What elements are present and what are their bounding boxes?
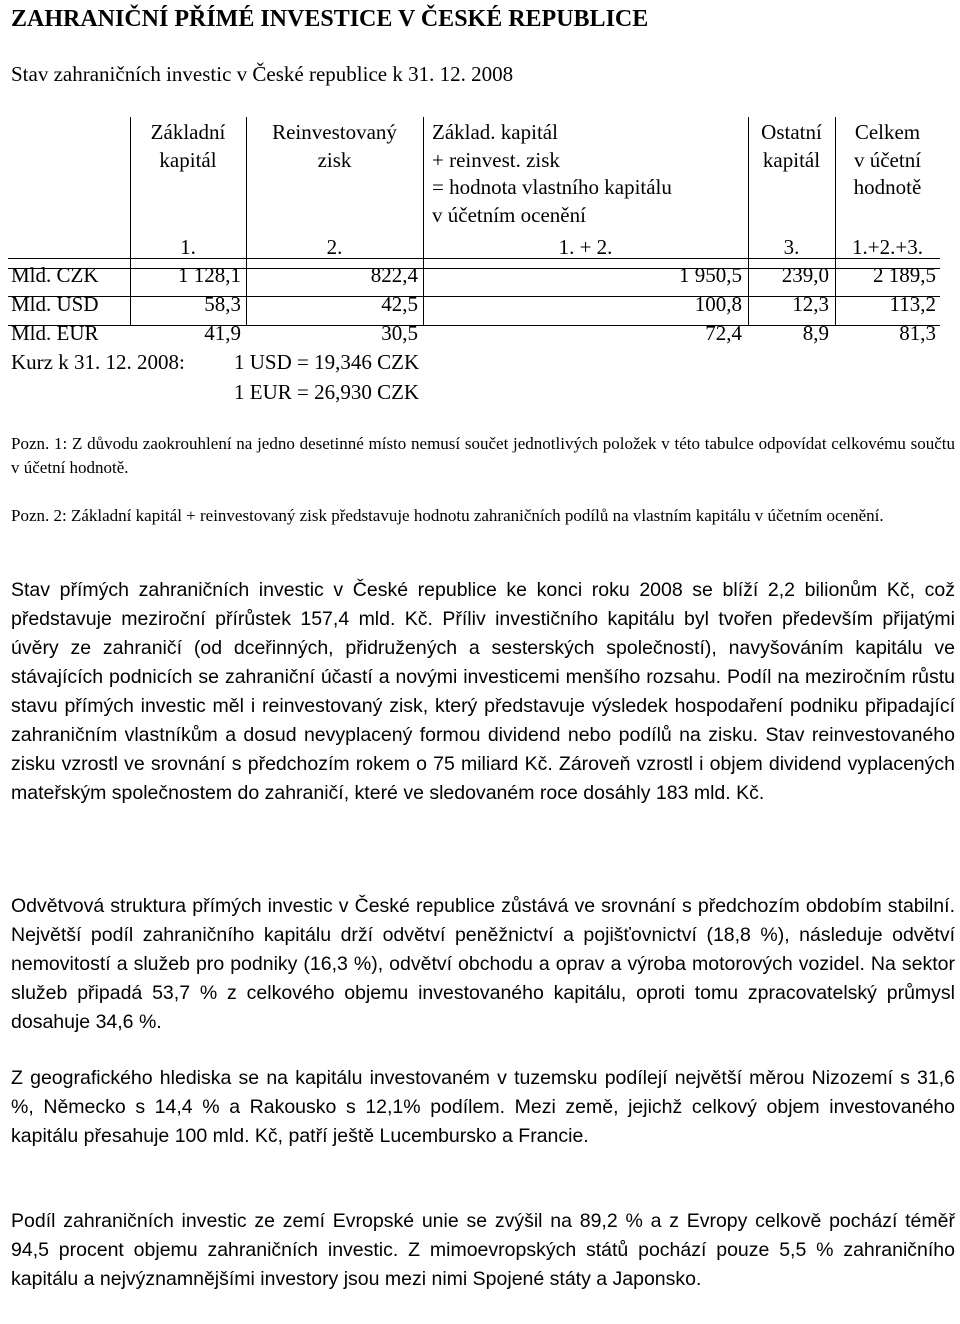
- column-number: 1.+2.+3.: [852, 235, 923, 259]
- table-cell: 8,9: [802, 321, 829, 345]
- note-1: [11, 432, 955, 480]
- row-label: Mld. USD: [11, 292, 99, 316]
- row-label: Mld. CZK: [11, 263, 99, 287]
- row-label: Mld. EUR: [11, 321, 99, 345]
- investment-table: [0, 117, 960, 417]
- header-vlastni-kapital: Základ. kapitál + reinvest. zisk = hodnota vlastního kapitálu v účetním ocenění: [432, 120, 672, 227]
- table-cell: 100,8: [694, 292, 742, 316]
- table-cell: 12,3: [792, 292, 829, 316]
- note-1-text: Z důvodu zaokrouhlení na jedno desetinné místo nemusí součet jednotlivých položek v této tabulce odpovídat celkovému součtu v účetní hodnotě.: [11, 434, 955, 477]
- table-cell: 1 128,1: [178, 263, 241, 287]
- page-title: ZAHRANIČNÍ PŘÍMÉ INVESTICE V ČESKÉ REPUBLICE: [11, 6, 649, 32]
- note-2-text: Základní kapitál + reinvestovaný zisk představuje hodnotu zahraničních podílů na vlastním kapitálu v účetním ocenění.: [70, 506, 884, 525]
- note-1-label: Pozn. 1:: [11, 434, 68, 453]
- note-2: [11, 504, 955, 528]
- table-cell: 2 189,5: [873, 263, 936, 287]
- page-subtitle: Stav zahraničních investic v České republice k 31. 12. 2008: [11, 62, 514, 86]
- column-number: 1.: [180, 235, 196, 259]
- table-cell: 239,0: [781, 263, 829, 287]
- exchange-rate-label: Kurz k 31. 12. 2008:: [11, 350, 185, 374]
- note-2-label: Pozn. 2:: [11, 506, 67, 525]
- table-cell: 72,4: [705, 321, 742, 345]
- table-cell: 42,5: [381, 292, 418, 316]
- exchange-rate-eur: 1 EUR = 26,930 CZK: [234, 380, 420, 404]
- column-number: 1. + 2.: [558, 235, 613, 259]
- table-cell: 822,4: [370, 263, 418, 287]
- column-number: 3.: [783, 235, 800, 259]
- table-cell: 113,2: [889, 292, 936, 316]
- table-cell: 81,3: [899, 321, 936, 345]
- paragraph: Odvětvová struktura přímých investic v České republice zůstává ve srovnání s předchozím obdobím stabilní. Největší podíl zahraničního kapitálu drží odvětví peněžnictví a pojišťovnictví (18,8 %), následuje odvětví nemovitostí a služeb pro podniky (16,3 %), odvětví obchodu a oprav a výroba motorových vozidel. Na sektor služeb připadá 53,7 % z celkového objemu investovaného kapitálu, oproti tomu zpracovatelský průmysl dosahuje 34,6 %.: [11, 895, 955, 1033]
- header-zakladni-kapital: Základní kapitál: [150, 120, 226, 172]
- table-cell: 30,5: [381, 321, 418, 345]
- header-ostatni-kapital: Ostatní kapitál: [761, 120, 822, 172]
- paragraph: Stav přímých zahraničních investic v České republice ke konci roku 2008 se blíží 2,2 bilionům Kč, což představuje meziroční přírůstek 157,4 mld. Kč. Příliv investičního kapitálu byl tvořen především přijatými úvěry ze zahraničí (od dceřinných, přidružených a sesterských společností), navyšováním kapitálu ve stávajících podnicích se zahraniční účastí a novými investicemi menšího rozsahu. Podíl na meziročním růstu stavu přímých investic měl i reinvestovaný zisk, který představuje výsledek hospodaření podniku připadající zahraničním vlastníkům a dosud nevyplacený formou dividend nebo podílů na zisku. Stav reinvestovaného zisku vzrostl ve srovnání s předchozím rokem o 75 miliard Kč. Zároveň vzrostl i objem dividend vyplacených mateřským společnostem do zahraničí, které ve sledovaném roce dosáhly 183 mld. Kč.: [11, 579, 955, 804]
- paragraph: Z geografického hlediska se na kapitálu investovaném v tuzemsku podílejí největší měrou Nizozemí s 31,6 %, Německo s 14,4 % a Rakousko s 12,1% podílem. Mezi země, jejichž celkový objem investovaného kapitálu přesahuje 100 mld. Kč, patří ještě Lucembursko a Francie.: [11, 1067, 955, 1147]
- table-cell: 41,9: [204, 321, 241, 345]
- header-reinvestovany-zisk: Reinvestovaný zisk: [272, 120, 397, 172]
- header-celkem: Celkem v účetní hodnotě: [853, 120, 922, 199]
- paragraph: Podíl zahraničních investic ze zemí Evropské unie se zvýšil na 89,2 % a z Evropy celkově pochází téměř 94,5 procent objemu zahraničních investic. Z mimoevropských států pochází pouze 5,5 % zahraničního kapitálu a nejvýznamnějšími investory jsou mezi nimi Spojené státy a Japonsko.: [11, 1210, 955, 1290]
- table-cell: 1 950,5: [679, 263, 742, 287]
- table-cell: 58,3: [204, 292, 241, 316]
- exchange-rate-usd: 1 USD = 19,346 CZK: [234, 350, 420, 374]
- column-number: 2.: [326, 235, 343, 259]
